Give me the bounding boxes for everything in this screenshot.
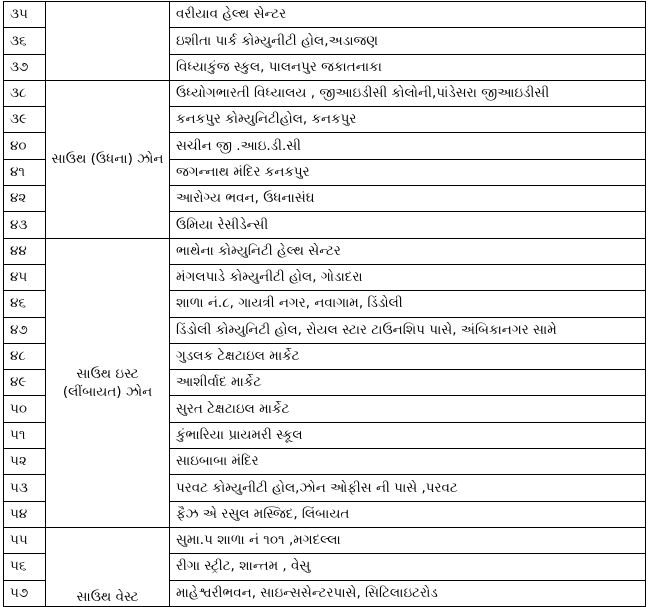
centre-name-cell: કુંભારિયા પ્રાયમરી સ્કૂલ [170, 422, 646, 448]
serial-number-cell: ૪૮ [4, 343, 46, 369]
serial-number-cell: ૪૪ [4, 238, 46, 264]
table-row [4, 238, 646, 264]
serial-number-cell: ૩૭ [4, 54, 46, 80]
centre-name-cell: રીગા સ્ટ્રીટ, શાન્તમ , વેસુ [170, 554, 646, 580]
table-row [4, 80, 646, 106]
serial-number-cell: ૪૦ [4, 133, 46, 159]
zone-name-cell [46, 2, 170, 81]
centre-name-cell: કનકપુર કોમ્યુનિટીહોલ, કનકપુર [170, 107, 646, 133]
centre-name-cell: ડિંડોલી કોમ્યુનિટી હોલ, રોયલ સ્ટાર ટાઉનશિપ પાસે, અંબિકાનગર સામે [170, 317, 646, 343]
serial-number-cell: ૫૦ [4, 396, 46, 422]
zone-name-cell: સાઉથ વેસ્ટ [46, 527, 170, 606]
serial-number-cell: ૪૯ [4, 370, 46, 396]
serial-number-cell: ૫૬ [4, 554, 46, 580]
vaccination-centre-table [3, 1, 646, 607]
serial-number-cell: ૪૫ [4, 264, 46, 290]
centre-name-cell: શાળા નં.૮, ગાયત્રી નગર, નવાગામ, ડિંડોલી [170, 291, 646, 317]
serial-number-cell: ૫૫ [4, 527, 46, 553]
serial-number-cell: ૪૨ [4, 186, 46, 212]
centre-name-cell: સચીન જી .આઇ.ડી.સી [170, 133, 646, 159]
serial-number-cell: ૩૫ [4, 2, 46, 28]
table-body [4, 2, 646, 607]
centre-name-cell: વિધ્યાકુંજ સ્કુલ, પાલનપુર જકાતનાકા [170, 54, 646, 80]
serial-number-cell: ૫૩ [4, 475, 46, 501]
centre-name-cell: પરવટ કોમ્યુનીટી હોલ,ઝોન ઓફીસ ની પાસે ,પરવટ [170, 475, 646, 501]
centre-name-cell: સાઇબાબા મંદિર [170, 449, 646, 475]
centre-name-cell: ગુડલક ટેક્ષટાઇલ માર્કેટ [170, 343, 646, 369]
table-row [4, 2, 646, 28]
centre-name-cell: ફૈઝ એ રસુલ મસ્જિદ, લિંબાયત [170, 501, 646, 527]
centre-name-cell: મંગલપાડે કોમ્યુનીટી હોલ, ગોડાદરા [170, 264, 646, 290]
centre-name-cell: ઉમિયા રેસીડેન્સી [170, 212, 646, 238]
centre-name-cell: આરોગ્ય ભવન, ઉધનાસંઘ [170, 186, 646, 212]
centre-name-cell: માહેશ્વરીભવન, સાઇન્સસેન્ટરપાસે, સિટિલાઇટરોડ [170, 580, 646, 606]
serial-number-cell: ૪૬ [4, 291, 46, 317]
centre-name-cell: આશીર્વાદ માર્કેટ [170, 370, 646, 396]
serial-number-cell: ૪૩ [4, 212, 46, 238]
centre-name-cell: ઇશીતા પાર્ક કોમ્યુનીટી હોલ,અડાજણ [170, 28, 646, 54]
table-row [4, 527, 646, 553]
serial-number-cell: ૩૬ [4, 28, 46, 54]
zone-name-cell: સાઉથ (ઉધના) ઝોન [46, 80, 170, 238]
centre-name-cell: વરીયાવ હેલ્થ સેન્ટર [170, 2, 646, 28]
centre-name-cell: ઉધ્યોગભારતી વિધ્યાલય , જીઆઇડીસી કોલોની,પાંડેસરા જીઆઇડીસી [170, 80, 646, 106]
serial-number-cell: ૫૧ [4, 422, 46, 448]
centre-name-cell: જગન્નાથ મંદિર કનકપુર [170, 159, 646, 185]
serial-number-cell: ૪૧ [4, 159, 46, 185]
centre-name-cell: સુમા.પ શાળા નં ૧૦૧ ,મગદલ્લા [170, 527, 646, 553]
serial-number-cell: ૩૯ [4, 107, 46, 133]
serial-number-cell: ૩૮ [4, 80, 46, 106]
centre-name-cell: સુરત ટેક્ષટાઇલ માર્કેટ [170, 396, 646, 422]
serial-number-cell: ૫૨ [4, 449, 46, 475]
centre-name-cell: ભાથેના કોમ્યુનિટી હેલ્થ સેન્ટર [170, 238, 646, 264]
serial-number-cell: ૫૭ [4, 580, 46, 606]
serial-number-cell: ૫૪ [4, 501, 46, 527]
zone-name-cell: સાઉથ ઇસ્ટ (લીંબાયત) ઝોન [46, 238, 170, 527]
serial-number-cell: ૪૭ [4, 317, 46, 343]
